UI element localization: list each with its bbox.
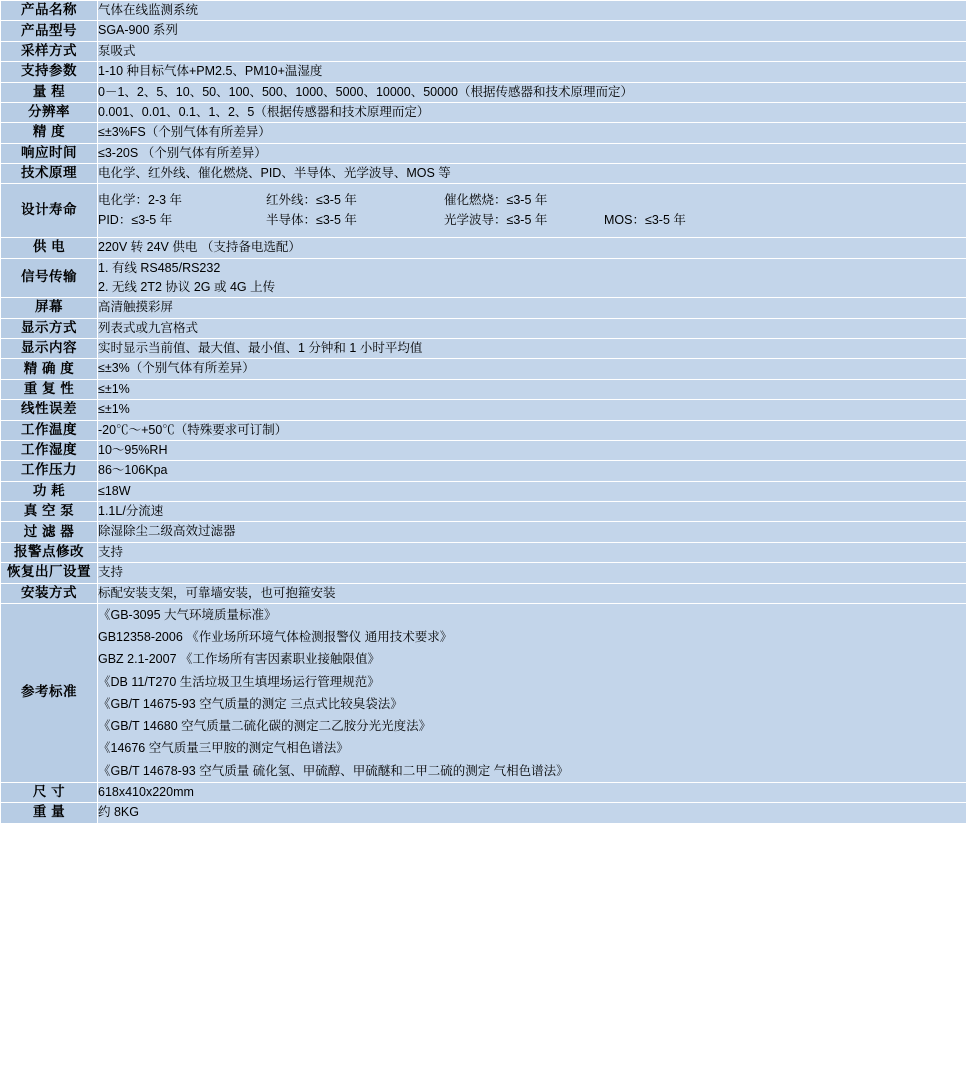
row-value-display-mode xyxy=(98,318,967,338)
value-line: ≤±1% xyxy=(98,402,130,417)
table-row xyxy=(1,522,967,542)
row-label-working-temperature: 工作温度 xyxy=(1,420,98,440)
row-value-working-temperature xyxy=(98,420,967,440)
row-label-power-supply: 供 电 xyxy=(1,238,98,258)
row-value-resolution xyxy=(98,102,967,122)
row-value-filter xyxy=(98,522,967,542)
row-label-power-consumption: 功 耗 xyxy=(1,481,98,501)
row-value-display-content xyxy=(98,339,967,359)
row-label-dimensions: 尺 寸 xyxy=(1,782,98,802)
row-value-screen xyxy=(98,298,967,318)
row-value-accuracy xyxy=(98,123,967,143)
table-row xyxy=(1,440,967,460)
table-row xyxy=(1,563,967,583)
row-value-product-name xyxy=(98,1,967,21)
row-label-filter: 过 滤 器 xyxy=(1,522,98,542)
standard-line: 《GB/T 14678-93 空气质量 硫化氢、甲硫醇、甲硫醚和二甲二硫的测定 气相色谱法》 xyxy=(98,763,569,778)
value-line: ≤18W xyxy=(98,483,131,498)
table-row xyxy=(1,82,967,102)
row-label-display-mode: 显示方式 xyxy=(1,318,98,338)
value-line: 标配安装支架，可靠墙安装，也可抱箍安装 xyxy=(98,585,336,600)
row-label-factory-reset: 恢复出厂设置 xyxy=(1,563,98,583)
value-line: ≤±3%（个别气体有所差异） xyxy=(98,361,255,376)
lifespan-item: 催化燃烧：≤3-5 年 xyxy=(444,193,548,208)
table-row xyxy=(1,481,967,501)
value-line: 除湿除尘二级高效过滤器 xyxy=(98,524,236,539)
table-row xyxy=(1,1,967,21)
standard-line: 《GB/T 14675-93 空气质量的测定 三点式比较臭袋法》 xyxy=(98,696,403,711)
row-label-technical-principle: 技术原理 xyxy=(1,164,98,184)
table-row xyxy=(1,603,967,782)
row-value-working-pressure xyxy=(98,461,967,481)
value-line: 86～106Kpa xyxy=(98,463,168,478)
value-line: 2. 无线 2T2 协议 2G 或 4G 上传 xyxy=(98,279,276,294)
table-row xyxy=(1,502,967,522)
row-label-display-content: 显示内容 xyxy=(1,339,98,359)
table-row xyxy=(1,102,967,122)
row-value-linearity-error xyxy=(98,400,967,420)
table-row xyxy=(1,542,967,562)
row-label-signal-transmission: 信号传输 xyxy=(1,258,98,298)
row-label-response-time: 响应时间 xyxy=(1,143,98,163)
row-value-alarm-point-modification xyxy=(98,542,967,562)
table-row xyxy=(1,379,967,399)
table-row xyxy=(1,258,967,298)
row-label-vacuum-pump: 真 空 泵 xyxy=(1,502,98,522)
row-value-product-model xyxy=(98,21,967,41)
lifespan-item: 半导体：≤3-5 年 xyxy=(266,212,357,227)
row-label-reference-standards: 参考标准 xyxy=(1,603,98,782)
value-line: 0－1、2、5、10、50、100、500、1000、5000、10000、50000（根据传感器和技术原理而定） xyxy=(98,84,633,99)
row-value-range xyxy=(98,82,967,102)
row-value-supported-parameters xyxy=(98,62,967,82)
standard-line: 《GB/T 14680 空气质量二硫化碳的测定二乙胺分光光度法》 xyxy=(98,719,432,734)
row-value-design-lifespan xyxy=(98,184,967,238)
value-line: 1. 有线 RS485/RS232 xyxy=(98,260,221,275)
table-row xyxy=(1,803,967,823)
row-value-reference-standards xyxy=(98,603,967,782)
row-label-range: 量 程 xyxy=(1,82,98,102)
value-line: 618x410x220mm xyxy=(98,784,194,799)
row-value-repeatability xyxy=(98,379,967,399)
table-row xyxy=(1,298,967,318)
row-label-sampling-method: 采样方式 xyxy=(1,41,98,61)
standard-line: 《14676 空气质量三甲胺的测定气相色谱法》 xyxy=(98,741,349,756)
lifespan-line xyxy=(98,211,966,230)
value-line: 列表式或九宫格式 xyxy=(98,320,199,335)
lifespan-item: 光学波导：≤3-5 年 xyxy=(444,212,548,227)
standard-line: GB12358-2006 《作业场所环境气体检测报警仪 通用技术要求》 xyxy=(98,630,453,645)
table-row xyxy=(1,420,967,440)
value-line: 泵吸式 xyxy=(98,43,136,58)
row-value-dimensions xyxy=(98,782,967,802)
table-row xyxy=(1,123,967,143)
table-row xyxy=(1,359,967,379)
table-row xyxy=(1,583,967,603)
row-value-factory-reset xyxy=(98,563,967,583)
lifespan-line xyxy=(98,191,966,210)
row-value-response-time xyxy=(98,143,967,163)
row-label-working-pressure: 工作压力 xyxy=(1,461,98,481)
table-row xyxy=(1,238,967,258)
spec-table-body xyxy=(1,1,967,824)
row-value-weight xyxy=(98,803,967,823)
value-line: 1-10 种目标气体+PM2.5、PM10+温湿度 xyxy=(98,64,323,79)
table-row xyxy=(1,318,967,338)
table-row xyxy=(1,21,967,41)
table-row xyxy=(1,400,967,420)
row-value-technical-principle xyxy=(98,164,967,184)
table-row xyxy=(1,339,967,359)
row-label-repeatability: 重 复 性 xyxy=(1,379,98,399)
standard-line: GBZ 2.1-2007 《工作场所有害因素职业接触限值》 xyxy=(98,652,380,667)
value-line: ≤±3%FS（个别气体有所差异） xyxy=(98,125,271,140)
value-line: 气体在线监测系统 xyxy=(98,3,199,17)
value-line: 电化学、红外线、催化燃烧、PID、半导体、光学波导、MOS 等 xyxy=(98,166,451,180)
table-row xyxy=(1,184,967,238)
row-value-precision xyxy=(98,359,967,379)
standard-line: 《GB-3095 大气环境质量标准》 xyxy=(98,607,277,622)
row-value-power-consumption xyxy=(98,481,967,501)
row-value-vacuum-pump xyxy=(98,502,967,522)
row-value-working-humidity xyxy=(98,440,967,460)
lifespan-item: 红外线：≤3-5 年 xyxy=(266,193,357,208)
value-line: 1.1L/分流速 xyxy=(98,504,164,518)
lifespan-item: PID：≤3-5 年 xyxy=(98,212,173,227)
table-row xyxy=(1,41,967,61)
value-line: 约 8KG xyxy=(98,805,139,820)
standard-line: 《DB 11/T270 生活垃圾卫生填埋场运行管理规范》 xyxy=(98,674,380,689)
row-label-precision: 精 确 度 xyxy=(1,359,98,379)
row-label-product-model: 产品型号 xyxy=(1,21,98,41)
value-line: SGA-900 系列 xyxy=(98,23,178,38)
value-line: 支持 xyxy=(98,544,124,559)
row-label-alarm-point-modification: 报警点修改 xyxy=(1,542,98,562)
lifespan-item: MOS：≤3-5 年 xyxy=(604,212,686,227)
row-label-working-humidity: 工作湿度 xyxy=(1,440,98,460)
row-label-installation-method: 安装方式 xyxy=(1,583,98,603)
row-value-installation-method xyxy=(98,583,967,603)
row-label-linearity-error: 线性误差 xyxy=(1,400,98,420)
value-line: 220V 转 24V 供电 （支持备电选配） xyxy=(98,240,301,255)
table-row xyxy=(1,143,967,163)
value-line: ≤±1% xyxy=(98,381,130,396)
row-label-design-lifespan: 设计寿命 xyxy=(1,184,98,238)
row-value-signal-transmission xyxy=(98,258,967,298)
table-row xyxy=(1,164,967,184)
value-line: ≤3-20S （个别气体有所差异） xyxy=(98,145,267,160)
row-value-power-supply xyxy=(98,238,967,258)
row-label-screen: 屏幕 xyxy=(1,298,98,318)
lifespan-item: 电化学：2-3 年 xyxy=(98,193,183,208)
value-line: 实时显示当前值、最大值、最小值、1 分钟和 1 小时平均值 xyxy=(98,341,423,355)
row-label-resolution: 分辨率 xyxy=(1,102,98,122)
value-line: -20℃～+50℃（特殊要求可订制） xyxy=(98,422,288,437)
row-label-product-name: 产品名称 xyxy=(1,1,98,21)
value-line: 0.001、0.01、0.1、1、2、5（根据传感器和技术原理而定） xyxy=(98,104,430,119)
table-row xyxy=(1,782,967,802)
table-row xyxy=(1,62,967,82)
row-label-weight: 重 量 xyxy=(1,803,98,823)
value-line: 高清触摸彩屏 xyxy=(98,300,174,315)
row-label-accuracy: 精 度 xyxy=(1,123,98,143)
value-line: 10～95%RH xyxy=(98,442,168,457)
table-row xyxy=(1,461,967,481)
row-value-sampling-method xyxy=(98,41,967,61)
value-line: 支持 xyxy=(98,565,124,580)
row-label-supported-parameters: 支持参数 xyxy=(1,62,98,82)
